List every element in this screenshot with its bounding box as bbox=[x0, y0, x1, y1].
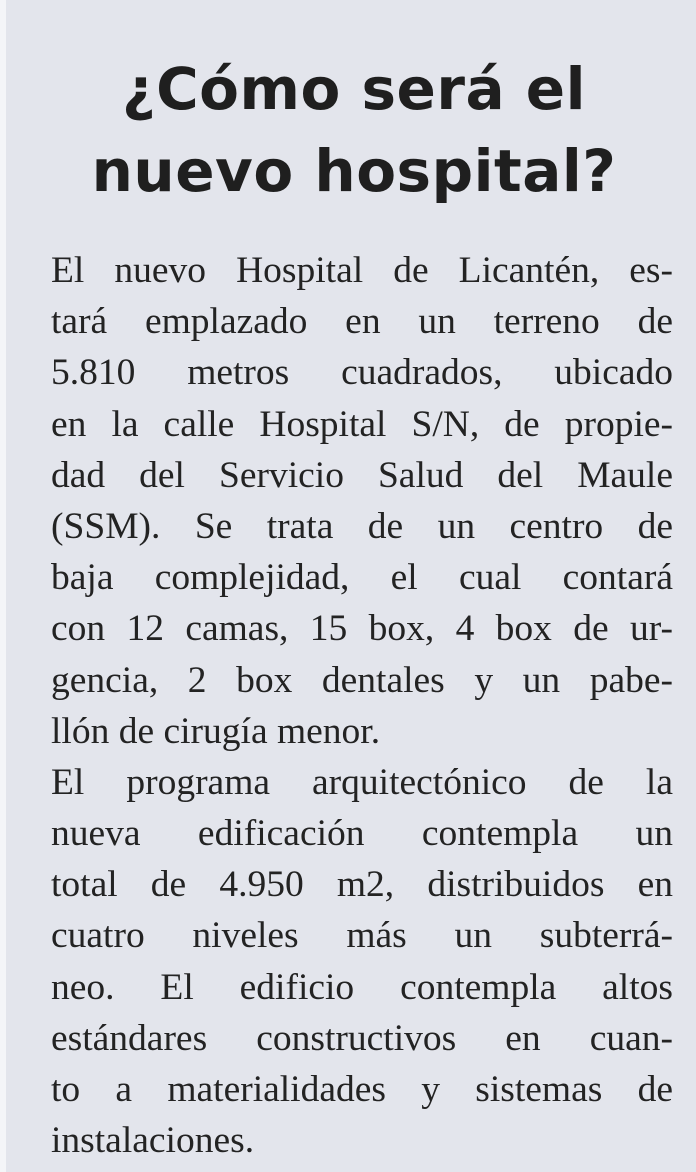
body-line: to a materialidades y sistemas de bbox=[51, 1069, 673, 1110]
article-body bbox=[51, 245, 673, 1166]
body-line: baja complejidad, el cual contará bbox=[51, 557, 673, 599]
body-line: gencia, 2 box dentales y un pabe- bbox=[51, 659, 673, 701]
article-title bbox=[26, 48, 682, 212]
title-line-2: nuevo hospital? bbox=[91, 137, 617, 205]
body-line: en la calle Hospital S/N, de propie- bbox=[51, 403, 673, 445]
body-line: instalaciones. bbox=[51, 1120, 255, 1162]
body-line: nueva edificación contempla un bbox=[51, 813, 673, 855]
body-line: cuatro niveles más un subterrá- bbox=[51, 915, 673, 957]
title-line-1: ¿Cómo será el bbox=[121, 55, 587, 123]
body-line: neo. El edificio contempla altos bbox=[51, 966, 673, 1008]
body-line: (SSM). Se trata de un centro de bbox=[51, 505, 673, 547]
body-line: llón de cirugía menor. bbox=[51, 710, 381, 752]
body-line: total de 4.950 m2, distribuidos en bbox=[51, 864, 673, 906]
body-line: tará emplazado en un terreno de bbox=[51, 301, 673, 343]
paragraph-2 bbox=[51, 757, 673, 1167]
body-line: estándares constructivos en cuan- bbox=[51, 1017, 673, 1059]
body-line: con 12 camas, 15 box, 4 box de ur- bbox=[51, 608, 673, 650]
body-line: 5.810 metros cuadrados, ubicado bbox=[51, 352, 673, 394]
body-line: El nuevo Hospital de Licantén, es- bbox=[51, 250, 673, 291]
body-line: dad del Servicio Salud del Maule bbox=[51, 454, 673, 496]
paragraph-1 bbox=[51, 245, 673, 757]
body-line: El programa arquitectónico de la bbox=[51, 761, 673, 803]
